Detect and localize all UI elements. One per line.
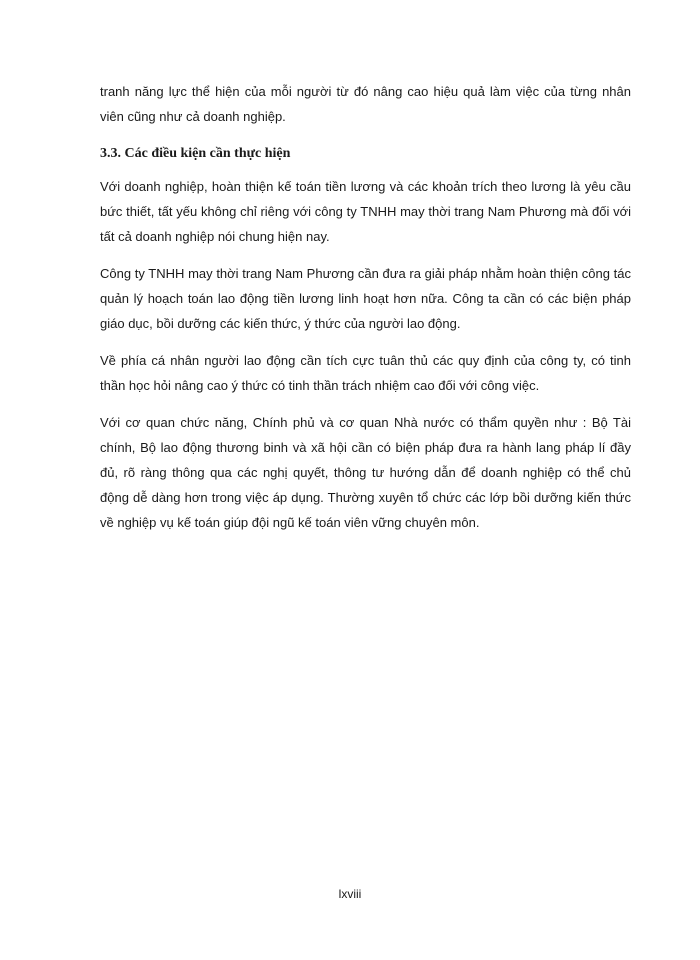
page-number: lxviii	[338, 887, 362, 901]
section-heading: 3.3. Các điều kiện cần thực hiện	[100, 146, 291, 161]
paragraph-government: Với cơ quan chức năng, Chính phủ và cơ quan Nhà nước có thẩm quyền như : Bộ Tài chính, Bộ lao động thương binh và xã hội cần có biện pháp đưa ra hành lang pháp lí đầy đủ, rõ ràng thông qua các nghị quyết, thông tư hướng dẫn để doanh nghiệp có thể chủ động dễ dàng hơn trong việc áp dụng. Thường xuyên tổ chức các lớp bồi dưỡng kiến thức về nghiệp vụ kế toán giúp đội ngũ kế toán viên vững chuyên môn.	[100, 415, 631, 530]
document-body	[100, 79, 631, 547]
paragraph-employee: Về phía cá nhân người lao động cần tích cực tuân thủ các quy định của công ty, có tinh thần học hỏi nâng cao ý thức có tinh thần trách nhiệm cao đối với công việc.	[100, 353, 631, 393]
paragraph-company: Công ty TNHH may thời trang Nam Phương cần đưa ra giải pháp nhằm hoàn thiện công tác quản lý hoạch toán lao động tiền lương linh hoạt hơn nữa. Công ta cần có các biện pháp giáo dục, bồi dưỡng các kiến thức, ý thức của người lao động.	[100, 266, 631, 331]
continued-paragraph: tranh năng lực thể hiện của mỗi người từ đó nâng cao hiệu quả làm việc của từng nhân viên cũng như cả doanh nghiệp.	[100, 84, 631, 124]
paragraph-enterprise: Với doanh nghiệp, hoàn thiện kế toán tiền lương và các khoản trích theo lương là yêu cầu bức thiết, tất yếu không chỉ riêng với công ty TNHH may thời trang Nam Phương mà đối với tất cả doanh nghiệp nói chung hiện nay.	[100, 179, 631, 244]
